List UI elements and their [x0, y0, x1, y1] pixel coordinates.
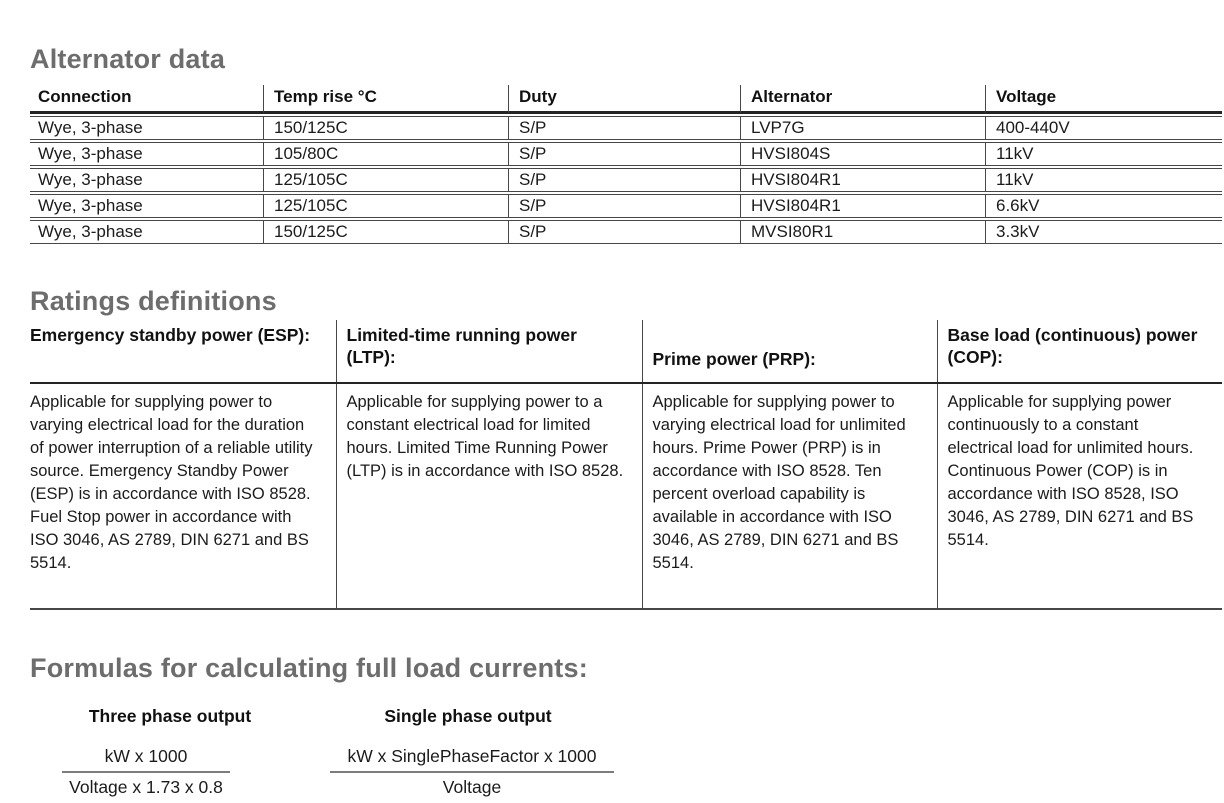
formula-numerator: kW x SinglePhaseFactor x 1000: [330, 746, 614, 773]
table-cell: 400-440V: [985, 116, 1222, 140]
table-cell: 125/105C: [263, 194, 508, 218]
table-cell: HVSI804S: [740, 142, 985, 166]
column-header-ltp: Limited-time running power (LTP):: [336, 320, 642, 383]
table-cell: LVP7G: [740, 116, 985, 140]
formula-numerator: kW x 1000: [62, 746, 230, 773]
column-header-prp: Prime power (PRP):: [642, 320, 937, 383]
column-header-temp-rise: Temp rise °C: [263, 85, 508, 114]
table-header-row: [30, 85, 1222, 114]
table-cell: 150/125C: [263, 220, 508, 244]
ratings-table-header: [30, 320, 1222, 383]
table-header-row: [30, 320, 1222, 383]
document-page: [30, 0, 1222, 803]
table-cell: Wye, 3-phase: [30, 220, 263, 244]
single-phase-output-label: Single phase output: [384, 706, 552, 726]
table-row: [30, 142, 1222, 166]
table-cell: Wye, 3-phase: [30, 194, 263, 218]
table-row: [30, 116, 1222, 140]
table-cell: 11kV: [985, 168, 1222, 192]
prp-definition-text: Applicable for supplying power to varying electrical load for unlimited hours. Prime Power (PRP) is in accordance with ISO 8528. Ten percent overload capability is available in accordance with ISO 3046, AS 2789, DIN 6271 and BS 5514.: [642, 383, 937, 609]
three-phase-formula: [62, 746, 230, 797]
table-cell: 6.6kV: [985, 194, 1222, 218]
formulas-area: [30, 683, 1222, 803]
alternator-table-header: [30, 85, 1222, 114]
table-cell: Wye, 3-phase: [30, 142, 263, 166]
table-cell: 3.3kV: [985, 220, 1222, 244]
table-cell: 125/105C: [263, 168, 508, 192]
esp-definition-text: Applicable for supplying power to varying electrical load for the duration of power interruption of a reliable utility source. Emergency Standby Power (ESP) is in accordance with ISO 8528. Fuel Stop power in accordance with ISO 3046, AS 2789, DIN 6271 and BS 5514.: [30, 383, 336, 609]
table-cell: 150/125C: [263, 116, 508, 140]
alternator-data-heading: Alternator data: [30, 44, 226, 74]
column-header-alternator: Alternator: [740, 85, 985, 114]
column-header-duty: Duty: [508, 85, 740, 114]
column-header-esp: Emergency standby power (ESP):: [30, 320, 336, 383]
table-cell: 11kV: [985, 142, 1222, 166]
table-row: [30, 383, 1222, 609]
table-row: [30, 168, 1222, 192]
ltp-definition-text: Applicable for supplying power to a constant electrical load for limited hours. Limited Time Running Power (LTP) is in accordance with ISO 8528.: [336, 383, 642, 609]
ratings-definitions-heading: Ratings definitions: [30, 286, 277, 316]
column-header-cop: Base load (continuous) power (COP):: [937, 320, 1222, 383]
ratings-table-body: [30, 383, 1222, 609]
column-header-voltage: Voltage: [985, 85, 1222, 114]
formula-denominator: Voltage x 1.73 x 0.8: [69, 777, 223, 797]
table-row: [30, 220, 1222, 244]
table-cell: S/P: [508, 168, 740, 192]
column-header-connection: Connection: [30, 85, 263, 114]
table-cell: S/P: [508, 142, 740, 166]
table-cell: S/P: [508, 194, 740, 218]
ratings-table: [30, 320, 1222, 610]
table-cell: HVSI804R1: [740, 194, 985, 218]
table-cell: Wye, 3-phase: [30, 168, 263, 192]
alternator-table: [30, 83, 1222, 246]
three-phase-output-label: Three phase output: [88, 706, 252, 726]
formulas-heading: Formulas for calculating full load currents:: [30, 653, 588, 683]
alternator-table-body: [30, 116, 1222, 244]
formula-denominator: Voltage: [442, 777, 502, 797]
table-cell: Wye, 3-phase: [30, 116, 263, 140]
table-cell: HVSI804R1: [740, 168, 985, 192]
table-cell: MVSI80R1: [740, 220, 985, 244]
table-cell: S/P: [508, 220, 740, 244]
cop-definition-text: Applicable for supplying power continuously to a constant electrical load for unlimited hours. Continuous Power (COP) is in accordance with ISO 8528, ISO 3046, AS 2789, DIN 6271 and BS 5514.: [937, 383, 1222, 609]
table-row: [30, 194, 1222, 218]
single-phase-formula: [330, 746, 614, 797]
table-cell: 105/80C: [263, 142, 508, 166]
table-cell: S/P: [508, 116, 740, 140]
